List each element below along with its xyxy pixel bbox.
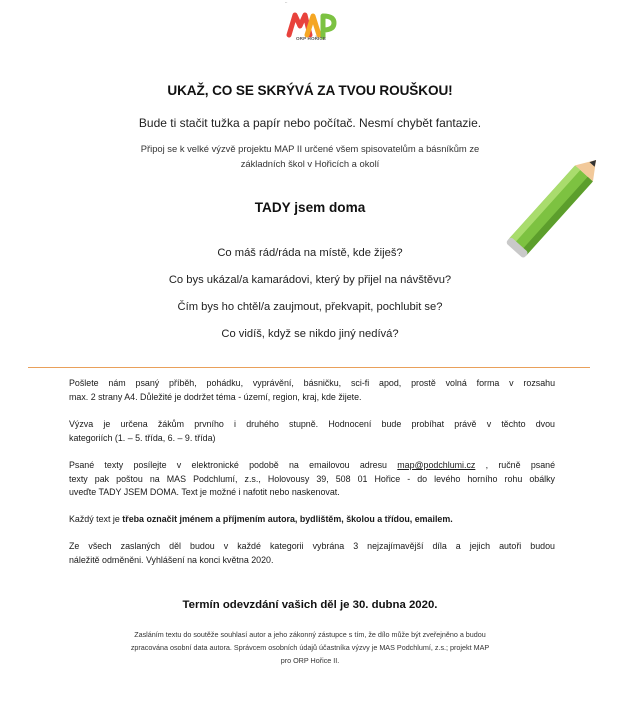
consent-line-2: zpracována osobní data autora. Správcem osobních údajů účastníka výzvy je MAS Podchlumí, z.s.; projekt MAP <box>130 643 490 652</box>
paragraph-line: kategoriích (1. – 5. třída, 6. – 9. třída) <box>69 432 216 443</box>
section-divider <box>28 367 590 368</box>
page-title: UKAŽ, CO SE SKRÝVÁ ZA TVOU ROUŠKOU! <box>167 83 453 98</box>
question-1: Co máš rád/ráda na místě, kde žiješ? <box>217 247 403 259</box>
invite-line-2: základních škol v Hořicích a okolí <box>240 158 380 169</box>
theme-heading: TADY jsem doma <box>254 200 366 215</box>
paragraph-line: texty pak poštou na MAS Podchlumí, z.s., Holovousy 39, 508 01 Hořice - do levého horního rohu obálky <box>69 473 555 484</box>
paragraph-line: náležitě odměněni. Vyhlášení na konci května 2020. <box>69 554 274 565</box>
text-run: Psané texty posílejte v elektronické podobě na emailovou adresu <box>69 460 398 470</box>
paragraph-labeling <box>69 513 555 527</box>
pencil-illustration <box>495 140 617 272</box>
paragraph-line: Výzva je určena žákům prvního i druhého stupně. Hodnocení bude probíhat právě v těchto dvou <box>69 419 555 429</box>
text-run: Každý text je <box>69 514 123 524</box>
subtitle: Bude ti stačit tužka a papír nebo počítač. Nesmí chybět fantazie. <box>138 116 482 130</box>
question-2: Co bys ukázal/a kamarádovi, který by přijel na návštěvu? <box>168 274 452 286</box>
deadline-heading: Termín odevzdání vašich děl je 30. dubna 2020. <box>182 599 438 611</box>
paragraph-line <box>69 459 555 473</box>
bold-text: třeba označit jménem a příjmením autora, bydlištěm, školou a třídou, emailem. <box>122 514 453 524</box>
invite-line-1: Připoj se k velké výzvě projektu MAP II určené všem spisovatelům a básníkům ze <box>140 143 480 154</box>
paragraph-submission <box>69 459 555 500</box>
paragraph-categories <box>69 418 555 445</box>
paragraph-line: Ze všech zaslaných děl budou v každé kategorii vybrána 3 nejzajímavější díla a jejich autoři budou <box>69 541 555 551</box>
paragraph-awards <box>69 540 555 567</box>
paragraph-form <box>69 377 555 404</box>
consent-line-3: pro ORP Hořice II. <box>280 656 340 665</box>
consent-line-1: Zasláním textu do soutěže souhlasí autor a jeho zákonný zástupce s tím, že dílo může být zveřejněno a budou <box>134 630 486 639</box>
email-link[interactable]: map@podchlumi.cz <box>397 460 476 470</box>
logo-text: MAP <box>285 3 288 4</box>
paragraph-line <box>69 513 555 527</box>
logo-subtitle: ORP HOŘICE <box>295 36 326 41</box>
question-4: Co vidíš, když se nikdo jiný nedívá? <box>221 328 399 340</box>
question-3: Čím bys ho chtěl/a zaujmout, překvapit, pochlubit se? <box>177 301 443 313</box>
text-run: , ručně psané <box>475 460 555 470</box>
paragraph-line: max. 2 strany A4. Důležité je dodržet téma - území, region, kraj, kde žijete. <box>69 391 362 402</box>
paragraph-line: Pošlete nám psaný příběh, pohádku, vyprávění, básničku, sci-fi apod, prostě volná forma v rozsahu <box>69 378 555 388</box>
paragraph-line: uveďte TADY JSEM DOMA. Text je možné i nafotit nebo naskenovat. <box>69 487 340 498</box>
